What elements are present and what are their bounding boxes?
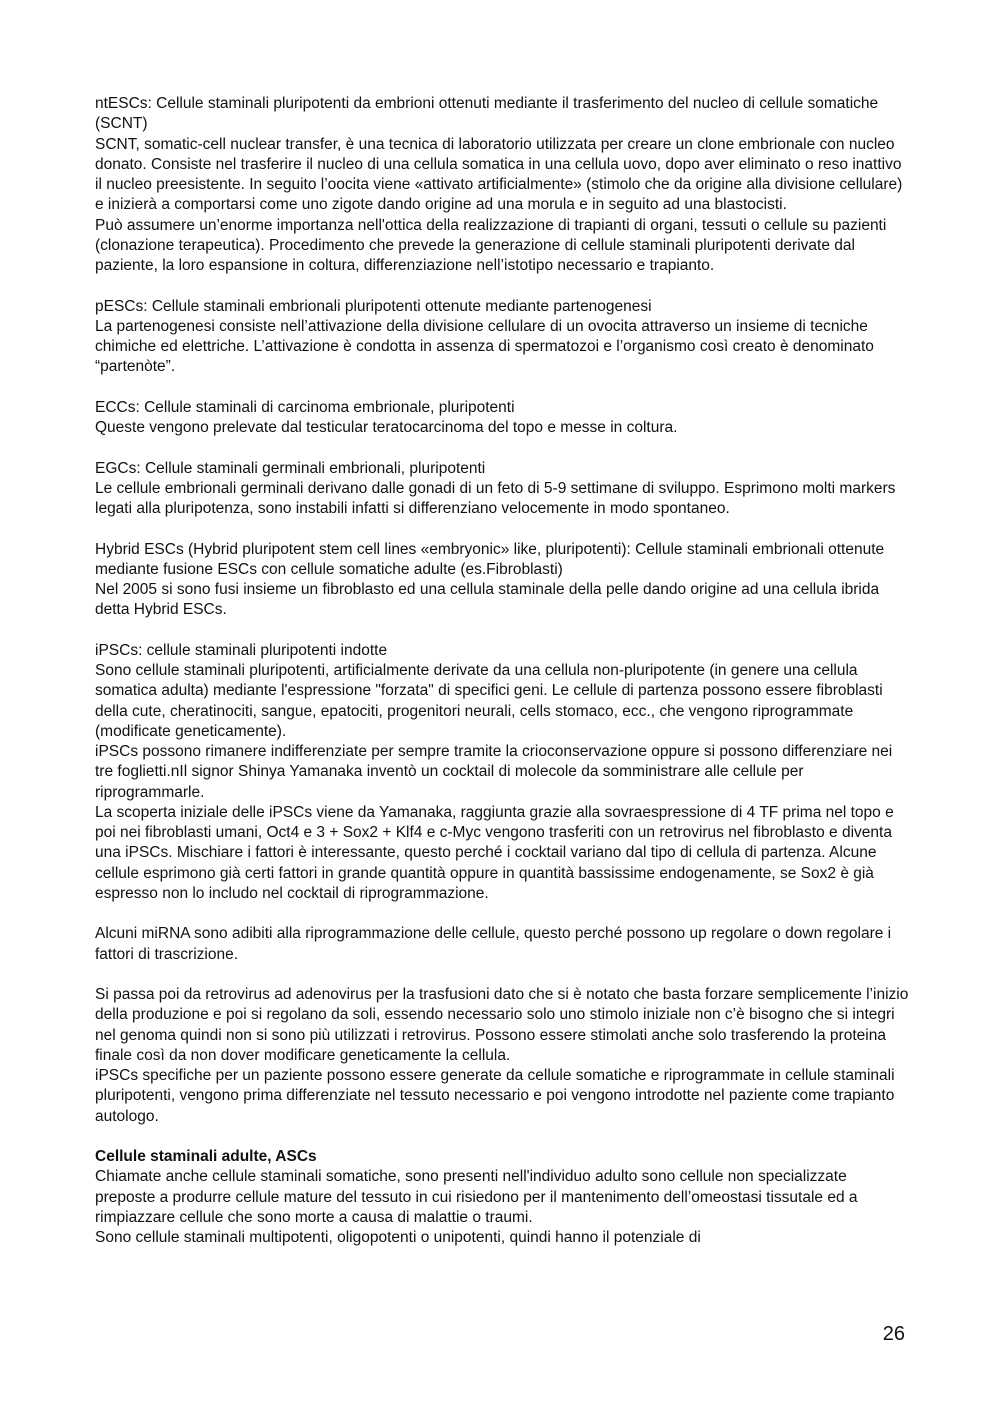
paragraph-gap: [95, 904, 910, 924]
paragraph-gap: [95, 621, 910, 641]
paragraph: La partenogenesi consiste nell’attivazione della divisione cellulare di un ovocita attraverso un insieme di tecniche chimiche ed elettriche. L’attivazione è condotta in assenza di spermatozoi e l’organismo così creato è denominato “partenòte”.: [95, 317, 874, 376]
section-hybrid-escs: [95, 540, 910, 621]
section-eccs: [95, 398, 910, 439]
section-mirna: [95, 924, 910, 965]
section-heading: Cellule staminali adulte, ASCs: [95, 1148, 317, 1165]
paragraph: La scoperta iniziale delle iPSCs viene da Yamanaka, raggiunta grazie alla sovraespressione di 4 TF prima nel topo e poi nei fibroblasti umani, Oct4 e 3 + Sox2 + Klf4 e c-Myc vengono trasferiti con un retrovirus nel fibroblasto e diventa una iPSCs. Mischiare i fattori è interessante, questo perché i cocktail variano dal tipo di cellula di partenza. Alcune cellule esprimono già certi fattori in grande quantità oppure in quantità bassissime endogenamente, se Sox2 è già espresso non lo includo nel cocktail di riprogrammazione.: [95, 803, 894, 902]
paragraph-gap: [95, 378, 910, 398]
paragraph: Sono cellule staminali pluripotenti, artificialmente derivate da una cellula non-pluripotente (in genere una cellula somatica adulta) mediante l'espressione "forzata" di specifici geni. Le cellule di partenza possono essere fibroblasti della cute, cheratinociti, sangue, epatociti, progenitori neurali, cells stomaco, ecc., che vengono riprogrammate (modificate geneticamente).: [95, 662, 883, 740]
paragraph: Nel 2005 si sono fusi insieme un fibroblasto ed una cellula staminale della pelle dando origine ad una cellula ibrida detta Hybrid ESCs.: [95, 581, 880, 619]
paragraph: Hybrid ESCs (Hybrid pluripotent stem cell lines «embryonic» like, pluripotenti): Cellule staminali embrionali ottenute mediante fusione ESCs con cellule somatiche adulte (es.Fibroblasti): [95, 540, 885, 578]
paragraph-gap: [95, 276, 910, 296]
paragraph: Chiamate anche cellule staminali somatiche, sono presenti nell'individuo adulto sono cellule non specializzate preposte a produrre cellule mature del tessuto in cui risiedono per il mantenimento dell’omeostasi tissutale ed a rimpiazzare cellule che sono morte a causa di malattie o traumi.: [95, 1168, 858, 1226]
paragraph-gap: [95, 519, 910, 539]
paragraph: Sono cellule staminali multipotenti, oligopotenti o unipotenti, quindi hanno il potenziale di: [95, 1229, 701, 1246]
paragraph: ntESCs: Cellule staminali pluripotenti da embrioni ottenuti mediante il trasferimento del nucleo di cellule somatiche (SCNT): [95, 95, 879, 133]
paragraph-gap: [95, 438, 910, 458]
section-ipscs: [95, 641, 910, 904]
paragraph: Si passa poi da retrovirus ad adenovirus per la trasfusioni dato che si è notato che basta forzare semplicemente l’inizio della produzione e poi si regolano da soli, essendo necessario solo uno stimolo iniziale non c’è bisogno che si integri nel genoma quindi non si sono più utilizzati i retrovirus. Possono essere stimolati anche solo trasferendo la proteina finale così da non dover modificare geneticamente la cellula.: [95, 986, 909, 1064]
paragraph: SCNT, somatic-cell nuclear transfer, è una tecnica di laboratorio utilizzata per creare un clone embrionale con nucleo donato. Consiste nel trasferire il nucleo di una cellula somatica in una cellula uovo, dopo aver eliminato o reso inattivo il nucleo preesistente. In seguito l’oocita viene «attivato artificialmente» (stimolo che da origine alla divisione cellulare) e inizierà a comportarsi come uno zigote dando origine ad una morula e in seguito ad una blastocisti.: [95, 135, 903, 214]
paragraph: Queste vengono prelevate dal testicular teratocarcinoma del topo e messe in coltura.: [95, 419, 678, 436]
paragraph: iPSCs specifiche per un paziente possono essere generate da cellule somatiche e riprogrammate in cellule staminali pluripotenti, vengono prima differenziate nel tessuto necessario e poi vengono introdotte nel paziente come trapianto autologo.: [95, 1067, 895, 1125]
paragraph-gap: [95, 1127, 910, 1147]
section-adenovirus: [95, 985, 910, 1127]
section-egcs: [95, 459, 910, 520]
paragraph: iPSCs possono rimanere indifferenziate per sempre tramite la crioconservazione oppure si possono differenziare nei tre foglietti.nIl signor Shinya Yamanaka inventò un cocktail di molecole da somministrare alle cellule per riprogrammarle.: [95, 743, 893, 801]
document-body: [95, 94, 910, 1248]
paragraph: Le cellule embrionali germinali derivano dalle gonadi di un feto di 5-9 settimane di sviluppo. Esprimono molti markers legati alla pluripotenza, sono instabili infatti si differenziano velocemente in modo spontaneo.: [95, 479, 896, 517]
paragraph: pESCs: Cellule staminali embrionali pluripotenti ottenute mediante partenogenesi: [95, 297, 652, 315]
section-ascs: [95, 1147, 910, 1248]
paragraph: Alcuni miRNA sono adibiti alla riprogrammazione delle cellule, questo perché possono up regolare o down regolare i fattori di trascrizione.: [95, 925, 892, 963]
paragraph: iPSCs: cellule staminali pluripotenti indotte: [95, 641, 388, 659]
paragraph: ECCs: Cellule staminali di carcinoma embrionale, pluripotenti: [95, 398, 515, 416]
paragraph: Può assumere un’enorme importanza nell'ottica della realizzazione di trapianti di organi, tessuti o cellule su pazienti (clonazione terapeutica). Procedimento che prevede la generazione di cellule staminali pluripotenti derivate dal paziente, la loro espansione in coltura, differenziazione nell’istotipo necessario e trapianto.: [95, 216, 887, 274]
paragraph-gap: [95, 965, 910, 985]
page-number: 26: [882, 1323, 905, 1345]
section-pescs: [95, 297, 910, 378]
paragraph: EGCs: Cellule staminali germinali embrionali, pluripotenti: [95, 459, 486, 477]
section-ntescs: [95, 94, 910, 276]
